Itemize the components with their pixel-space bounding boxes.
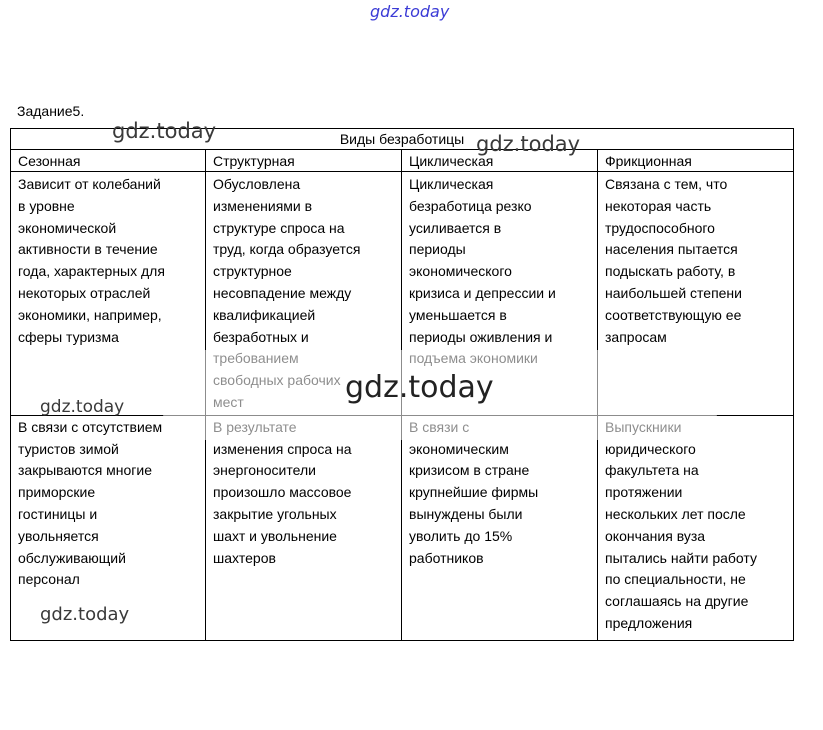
watermark: gdz.today bbox=[40, 397, 125, 417]
description-cell: Циклическая безработица резко усиливается в периоды экономического кризиса и депрессии и уменьшается в периоды оживления и bbox=[402, 172, 598, 416]
watermark: gdz.today bbox=[476, 132, 581, 156]
table-title: Виды безработицы bbox=[11, 129, 794, 150]
watermark-top: gdz.today bbox=[370, 2, 450, 21]
column-header: Структурная bbox=[206, 150, 402, 172]
example-cell: юридического факультета на протяжении нескольких лет после окончания вуза пытались найти работу по специальности, не соглашаясь на другие предложения bbox=[598, 415, 794, 640]
column-header: Фрикционная bbox=[598, 150, 794, 172]
table-header-row bbox=[11, 150, 794, 172]
column-header: Циклическая bbox=[402, 150, 598, 172]
column-header: Сезонная bbox=[11, 150, 206, 172]
watermark: gdz.today bbox=[40, 604, 130, 625]
watermark: gdz.today bbox=[112, 119, 217, 143]
example-cell: экономическим кризисом в стране крупнейшие фирмы вынуждены были уволить до 15% работников bbox=[402, 415, 598, 640]
description-cell: Обусловлена изменениями в структуре спроса на труд, когда образуется структурное несовпадение между квалификацией безработных и bbox=[206, 172, 402, 416]
watermark-large: gdz.today bbox=[345, 370, 494, 405]
description-cell: Связана с тем, что некоторая часть трудоспособного населения пытается подыскать работу, в наибольшей степени соответствующую ее запросам bbox=[598, 172, 794, 416]
example-cell: изменения спроса на энергоносители произошло массовое закрытие угольных шахт и увольнение шахтеров bbox=[206, 415, 402, 640]
example-cell: В связи с отсутствием туристов зимой закрываются многие приморские гостиницы и увольняется обслуживающий персонал bbox=[11, 415, 206, 640]
task-heading: Задание5. bbox=[17, 103, 85, 119]
description-cell: Зависит от колебаний в уровне экономической активности в течение года, характерных для некоторых отраслей экономики, например, сферы туризма bbox=[11, 172, 206, 416]
